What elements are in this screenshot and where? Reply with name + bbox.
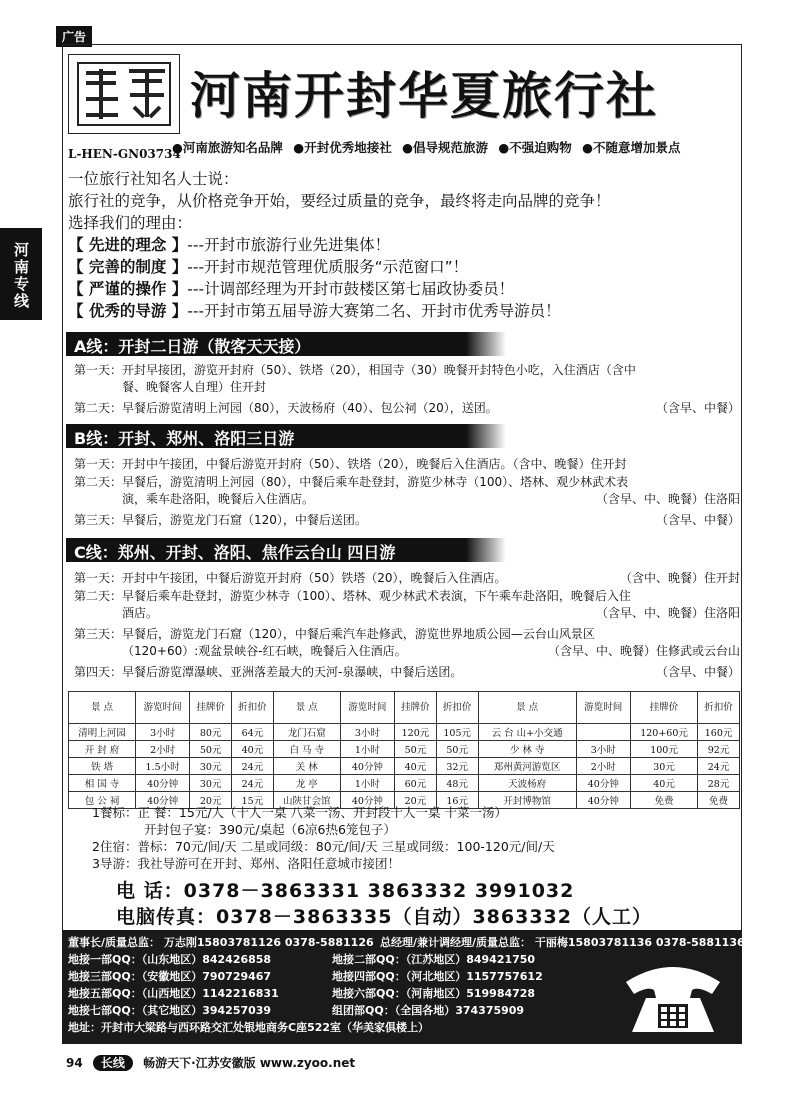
slogan: ●不强迫购物 xyxy=(498,140,572,155)
table-cell: 免费 xyxy=(630,792,697,809)
table-cell: 40元 xyxy=(395,758,437,775)
manager-info: 总经理/兼计调经理/质量总监： 干丽梅15803781136 0378-5881136 xyxy=(380,936,745,949)
day-text: 第二天：早餐后乘车赴登封，游览少林寺（100）、塔林、观少林武术表演，下午乘车赴洛阳，晚餐后入住 xyxy=(74,589,631,603)
day-text: 第一天：开封中午接团，中餐后游览开封府（50）铁塔（20），晚餐后入住酒店。 xyxy=(74,571,507,585)
day-text: 第三天：早餐后，游览龙门石窟（120），中餐后乘汽车赴修武，游览世界地质公园—云台山风景区 xyxy=(74,627,595,641)
section-pill: 长线 xyxy=(93,1055,133,1071)
slogan-list xyxy=(172,138,687,156)
table-cell: 32元 xyxy=(436,758,478,775)
table-cell: 2小时 xyxy=(576,758,630,775)
table-cell: 50元 xyxy=(436,741,478,758)
qq-entry: 地接三部QQ：（安徽地区）790729467 xyxy=(68,970,272,983)
fax-label: 电脑传真： xyxy=(116,906,217,928)
page-number: 94 xyxy=(66,1056,83,1070)
intro-line: 一位旅行社知名人士说： xyxy=(68,170,239,188)
table-cell: 60元 xyxy=(395,775,437,792)
route-b-day3 xyxy=(74,512,742,529)
table-cell: 40分钟 xyxy=(576,792,630,809)
table-cell: 30元 xyxy=(190,775,232,792)
meal-note: （含中、晚餐）住开封 xyxy=(619,571,740,585)
day-text: 第二天：早餐后游览清明上河园（80），天波杨府（40）、包公祠（20），送团。 xyxy=(74,401,498,415)
table-cell: 24元 xyxy=(698,758,740,775)
table-header-cell: 游览时间 xyxy=(135,692,189,724)
ad-tag: 广告 xyxy=(56,26,92,47)
phone-label: 电 话： xyxy=(116,880,184,902)
route-c-day4 xyxy=(74,664,742,681)
table-cell: 3小时 xyxy=(340,724,394,741)
table-cell: 1小时 xyxy=(340,741,394,758)
table-cell: 清明上河园 xyxy=(69,724,136,741)
day-text: 演，乘车赴洛阳，晚餐后入住酒店。 xyxy=(122,492,315,506)
day-text: 酒店。 xyxy=(122,606,159,620)
day-text: 第四天：早餐后游览潭瀑峡、亚洲落差最大的天河-泉瀑峡，中餐后送团。 xyxy=(74,665,463,679)
table-cell: 120元 xyxy=(395,724,437,741)
license-number: L-HEN-GN03734 xyxy=(68,147,181,161)
intro-line: 旅行社的竞争，从价格竞争开始，要经过质量的竞争，最终将走向品牌的竞争！ xyxy=(68,192,611,210)
table-cell: 24元 xyxy=(232,775,274,792)
table-row xyxy=(69,741,740,758)
reason-text: ---开封市规范管理优质服务“示范窗口”！ xyxy=(187,258,469,276)
day-text: 餐、晚餐客人自理）住开封 xyxy=(122,380,267,394)
table-header-cell: 挂牌价 xyxy=(630,692,697,724)
table-cell: 40分钟 xyxy=(135,775,189,792)
reason-item xyxy=(68,256,738,278)
hotel-note: 2住宿：普标：70元/间/天 二星或同级：80元/间/天 三星或同级：100-120元/间/天 xyxy=(92,839,555,854)
table-cell: 64元 xyxy=(232,724,274,741)
table-cell: 关 林 xyxy=(273,758,340,775)
slogan: ●倡导规范旅游 xyxy=(402,140,488,155)
table-cell: 15元 xyxy=(232,792,274,809)
reason-tag: 【 严谨的操作 】 xyxy=(68,280,188,298)
logo xyxy=(68,54,180,134)
qq-entry: 组团部QQ：（全国各地）374375909 xyxy=(332,1004,525,1017)
table-cell: 龙门石窟 xyxy=(273,724,340,741)
reason-text: ---计调部经理为开封市鼓楼区第七届政协委员！ xyxy=(187,280,515,298)
reason-item xyxy=(68,278,738,300)
table-cell: 龙 亭 xyxy=(273,775,340,792)
meal-note: （含早、中餐） xyxy=(655,513,740,527)
route-a-title: A线：开封二日游（散客天天接） xyxy=(66,332,466,356)
fax-line xyxy=(116,902,652,929)
table-row xyxy=(69,724,740,741)
route-b-day1 xyxy=(74,456,742,473)
reason-tag: 【 先进的理念 】 xyxy=(68,236,188,254)
table-header-cell: 景 点 xyxy=(273,692,340,724)
notes xyxy=(92,804,555,872)
table-cell: 30元 xyxy=(190,758,232,775)
table-header-cell: 挂牌价 xyxy=(395,692,437,724)
table-cell: 2小时 xyxy=(135,741,189,758)
table-cell: 40分钟 xyxy=(340,758,394,775)
route-a-day2 xyxy=(74,400,742,417)
day-text: 第一天：开封早接团，游览开封府（50）、铁塔（20），相国寺（30）晚餐开封特色小吃，入住酒店（含中 xyxy=(74,363,636,377)
table-cell: 92元 xyxy=(698,741,740,758)
table-cell: 160元 xyxy=(698,724,740,741)
table-header-cell: 景 点 xyxy=(478,692,576,724)
table-header-row xyxy=(69,692,740,724)
meal-note: （含早、中、晚餐）住修武或云台山 xyxy=(547,644,740,658)
address-row: 地址：开封市大梁路与西环路交汇处银地商务C座522室（华美家俱楼上） xyxy=(68,1021,430,1034)
route-b-title: B线：开封、郑州、洛阳三日游 xyxy=(66,424,466,448)
phone-line xyxy=(116,876,574,903)
table-cell: 3小时 xyxy=(135,724,189,741)
route-a-day1 xyxy=(74,362,742,396)
director-info: 董事长/质量总监： 万志刚15803781126 0378-5881126 xyxy=(68,936,374,949)
agency-title: 河南开封华夏旅行社 xyxy=(190,66,658,125)
table-cell: 20元 xyxy=(395,792,437,809)
intro-line: 选择我们的理由： xyxy=(68,214,193,232)
table-cell: 105元 xyxy=(436,724,478,741)
route-c-title: C线：郑州、开封、洛阳、焦作云台山 四日游 xyxy=(66,538,466,562)
meal-note: （含早、中餐） xyxy=(655,665,740,679)
table-cell: 80元 xyxy=(190,724,232,741)
logo-seal-icon xyxy=(74,59,174,129)
contact-box xyxy=(62,930,745,1044)
table-cell: 山陕甘会馆 xyxy=(273,792,340,809)
table-header-cell: 游览时间 xyxy=(340,692,394,724)
meal-note: （含早、中餐） xyxy=(655,401,740,415)
table-cell: 50元 xyxy=(395,741,437,758)
table-cell: 铁 塔 xyxy=(69,758,136,775)
route-c-day1 xyxy=(74,570,742,587)
meal-note: 1餐标：正 餐：15元/人（十人一桌 八菜一汤、开封段十人一桌 十菜一汤） xyxy=(92,805,507,820)
table-cell: 相 国 寺 xyxy=(69,775,136,792)
day-text: （120+60）:观盆景峡谷-红石峡，晚餐后入住酒店。 xyxy=(122,644,407,658)
table-cell: 天波杨府 xyxy=(478,775,576,792)
day-text: 第二天：早餐后，游览清明上河园（80），中餐后乘车赴登封，游览少林寺（100）、塔林、观少林武术表 xyxy=(74,475,629,489)
table-cell: 40分钟 xyxy=(135,792,189,809)
table-header-cell: 折扣价 xyxy=(436,692,478,724)
fax-numbers: 0378－3863335（自动）3863332（人工） xyxy=(216,906,652,928)
table-cell: 1小时 xyxy=(340,775,394,792)
reason-tag: 【 完善的制度 】 xyxy=(68,258,188,276)
reason-item xyxy=(68,300,738,322)
director-row xyxy=(68,934,745,951)
phone-numbers: 0378－3863331 3863332 3991032 xyxy=(183,880,575,902)
table-cell: 包 公 祠 xyxy=(69,792,136,809)
table-cell: 开 封 府 xyxy=(69,741,136,758)
qq-entry: 地接七部QQ：（其它地区）394257039 xyxy=(68,1004,272,1017)
page-footer xyxy=(66,1054,355,1071)
day-text: 第三天：早餐后，游览龙门石窟（120），中餐后送团。 xyxy=(74,513,367,527)
side-tab: 河南专线 xyxy=(0,228,42,320)
table-cell: 郑州黄河游览区 xyxy=(478,758,576,775)
table-cell: 40分钟 xyxy=(576,775,630,792)
table-cell: 100元 xyxy=(630,741,697,758)
meal-note: （含早、中、晚餐）住洛阳 xyxy=(595,606,740,620)
table-header-cell: 游览时间 xyxy=(576,692,630,724)
table-cell: 免费 xyxy=(698,792,740,809)
table-header-cell: 折扣价 xyxy=(698,692,740,724)
table-cell: 开封博物馆 xyxy=(478,792,576,809)
table-cell: 30元 xyxy=(630,758,697,775)
table-header-cell: 景 点 xyxy=(69,692,136,724)
table-cell: 24元 xyxy=(232,758,274,775)
table-cell: 少 林 寺 xyxy=(478,741,576,758)
table-cell: 48元 xyxy=(436,775,478,792)
slogan: ●河南旅游知名品牌 xyxy=(172,140,283,155)
qq-entry: 地接二部QQ：（江苏地区）849421750 xyxy=(332,953,536,966)
table-cell: 50元 xyxy=(190,741,232,758)
table-cell: 20元 xyxy=(190,792,232,809)
telephone-icon xyxy=(618,956,728,1036)
table-row xyxy=(69,775,740,792)
table-cell: 28元 xyxy=(698,775,740,792)
reason-item xyxy=(68,234,738,256)
qq-entry: 地接四部QQ：（河北地区）1157757612 xyxy=(332,970,543,983)
slogan: ●开封优秀地接社 xyxy=(293,140,392,155)
table-cell: 40元 xyxy=(232,741,274,758)
price-table xyxy=(68,691,740,809)
meal-note: 开封包子宴：390元/桌起（6凉6热6笼包子） xyxy=(144,822,396,837)
table-cell: 16元 xyxy=(436,792,478,809)
table-header-cell: 挂牌价 xyxy=(190,692,232,724)
table-cell: 40元 xyxy=(630,775,697,792)
reason-text: ---开封市第五届导游大赛第二名、开封市优秀导游员！ xyxy=(187,302,561,320)
intro-text xyxy=(68,168,738,322)
route-c-day3 xyxy=(74,626,742,660)
guide-note: 3导游：我社导游可在开封、郑州、洛阳任意城市接团！ xyxy=(92,856,400,871)
table-cell: 云 台 山+小交通 xyxy=(478,724,576,741)
qq-entry: 地接一部QQ：（山东地区）842426858 xyxy=(68,953,272,966)
table-cell: 白 马 寺 xyxy=(273,741,340,758)
footer-text: 畅游天下·江苏安徽版 www.zyoo.net xyxy=(143,1056,356,1070)
route-b-day2 xyxy=(74,474,742,508)
qq-entry: 地接六部QQ：（河南地区）519984728 xyxy=(332,987,536,1000)
qq-entry: 地接五部QQ：（山西地区）1142216831 xyxy=(68,987,279,1000)
table-row xyxy=(69,758,740,775)
route-c-day2 xyxy=(74,588,742,622)
table-cell: 3小时 xyxy=(576,741,630,758)
table-cell xyxy=(576,724,630,741)
day-text: 第一天：开封中午接团，中餐后游览开封府（50）、铁塔（20），晚餐后入住酒店。（含中、晚餐）住开封 xyxy=(74,457,627,471)
table-cell: 40分钟 xyxy=(340,792,394,809)
reason-tag: 【 优秀的导游 】 xyxy=(68,302,188,320)
table-cell: 120+60元 xyxy=(630,724,697,741)
slogan: ●不随意增加景点 xyxy=(582,140,681,155)
table-cell: 1.5小时 xyxy=(135,758,189,775)
meal-note: （含早、中、晚餐）住洛阳 xyxy=(595,492,740,506)
table-header-cell: 折扣价 xyxy=(232,692,274,724)
reason-text: ---开封市旅游行业先进集体！ xyxy=(187,236,391,254)
